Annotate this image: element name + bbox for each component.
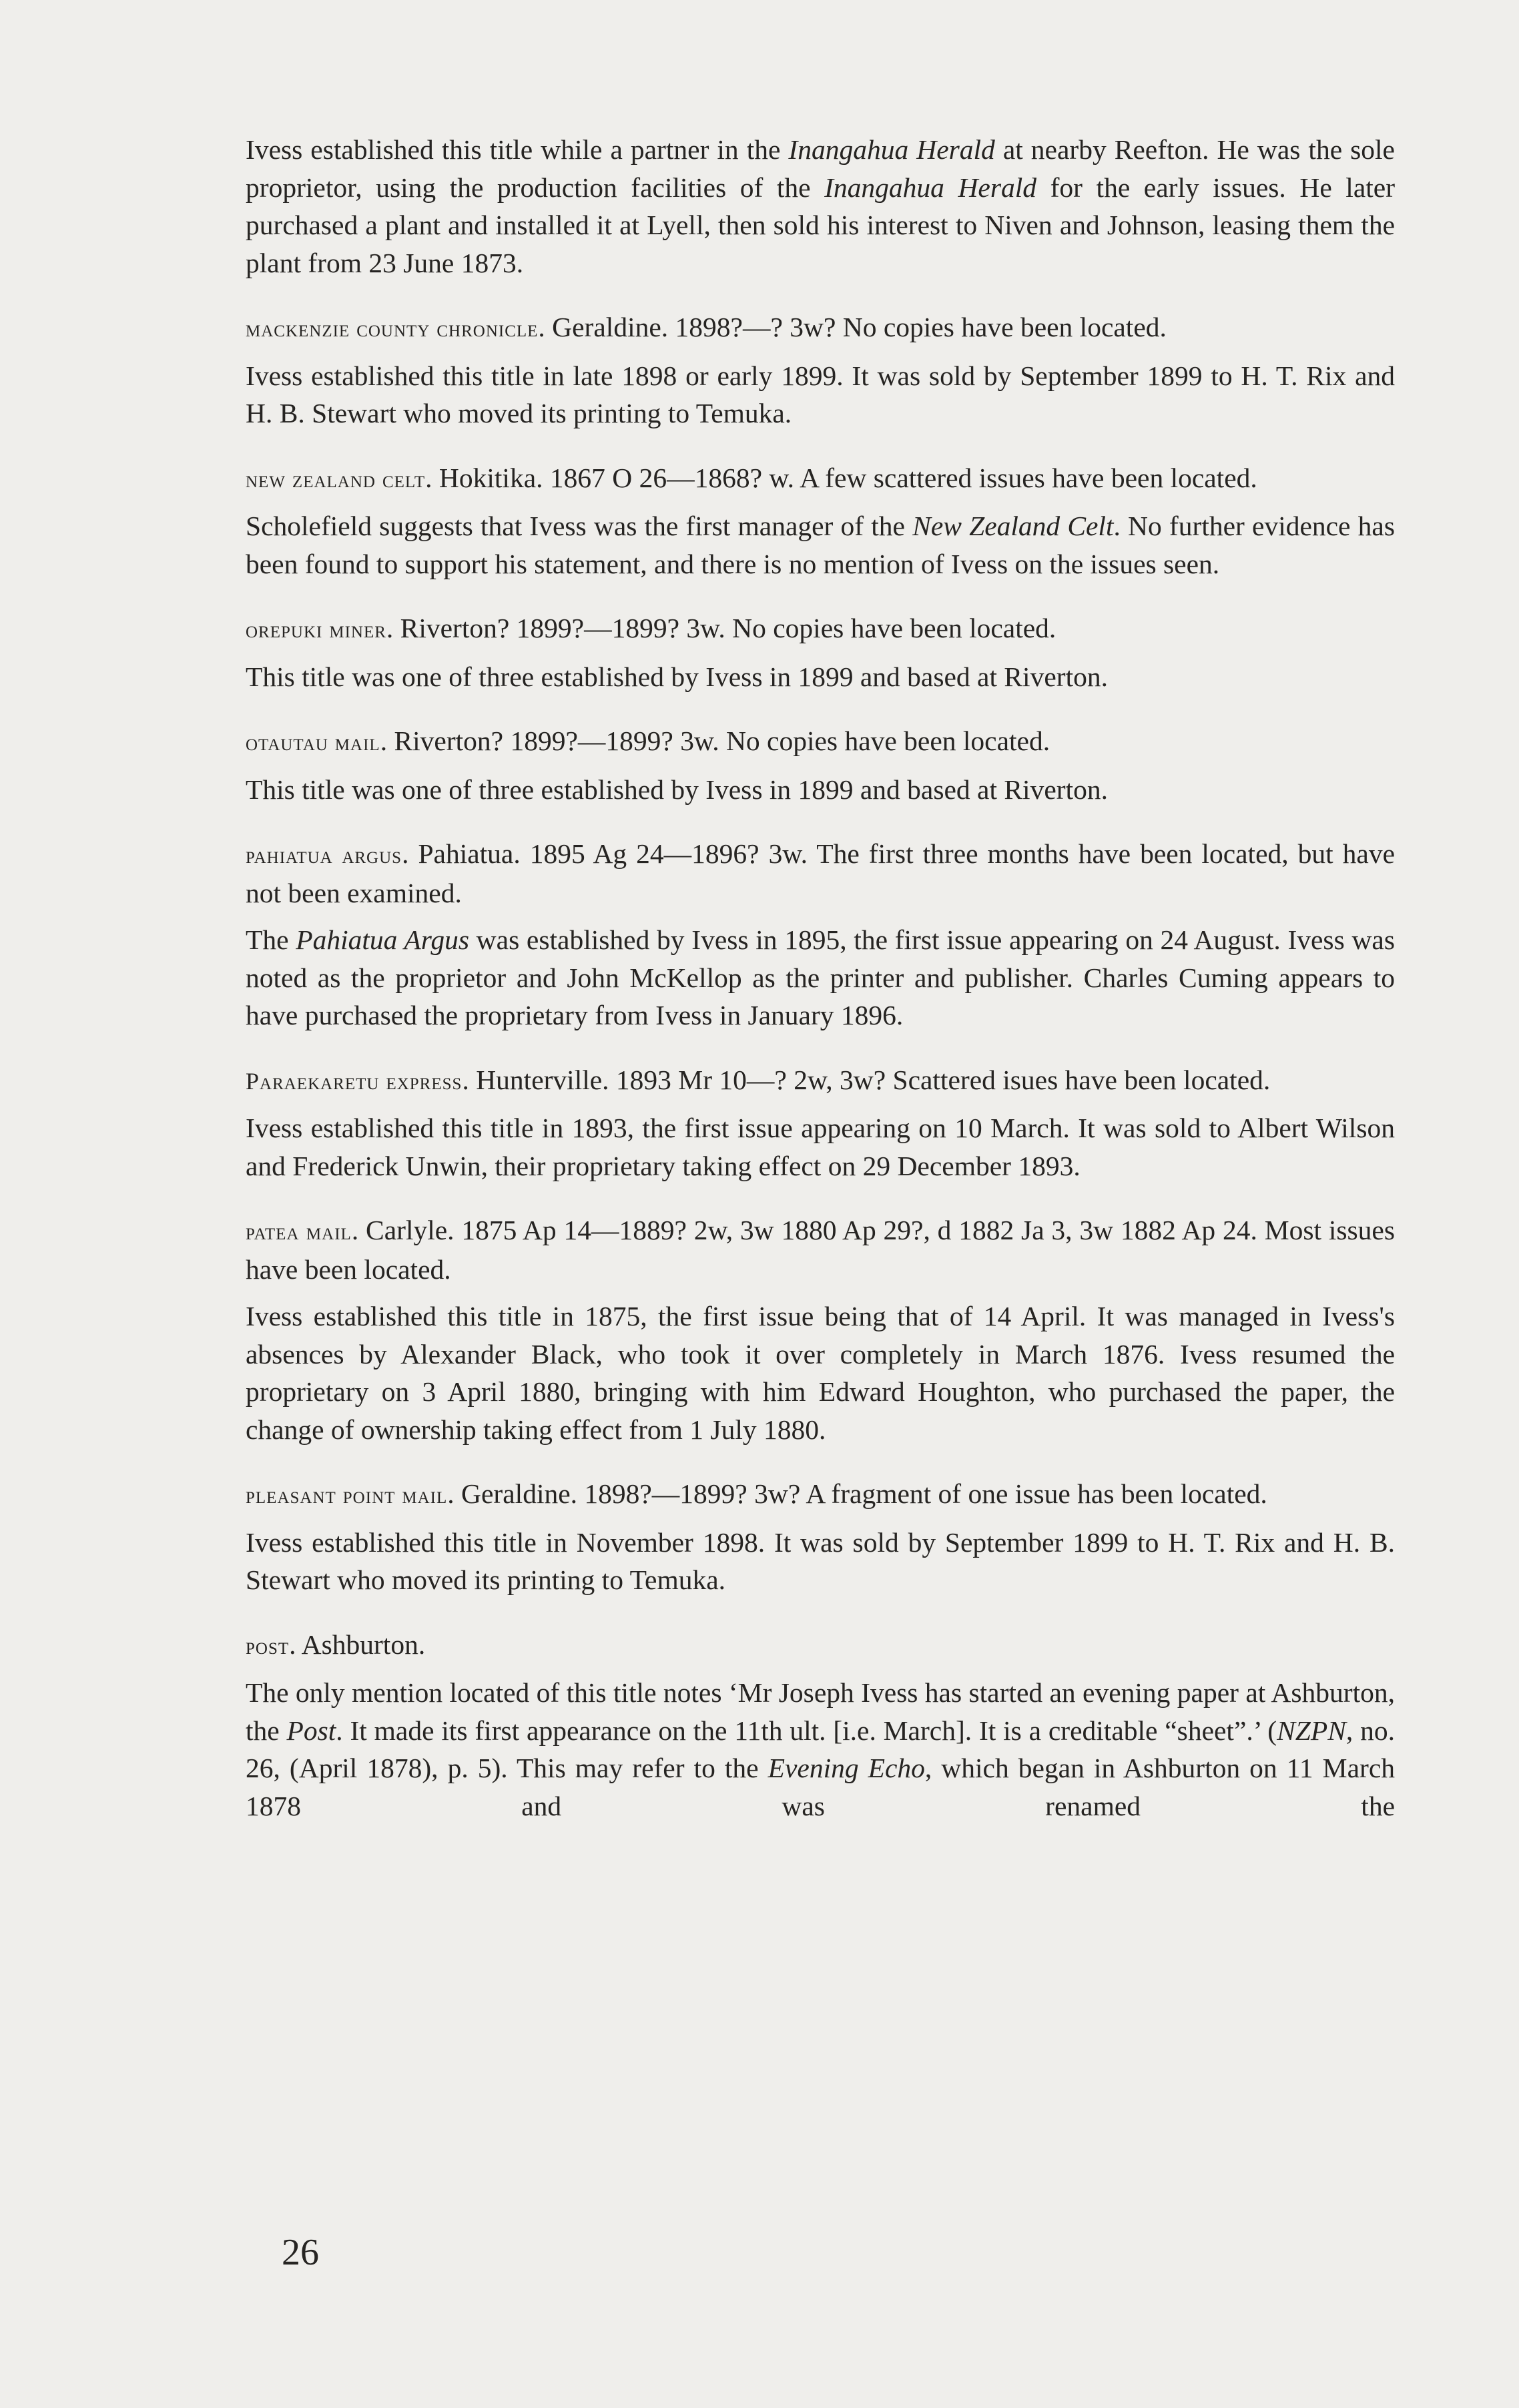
text-run: . Hokitika. 1867 O 26—1868? w. A few scattered issues have been located.	[425, 462, 1257, 493]
text-run: . Riverton? 1899?—1899? 3w. No copies have been located.	[386, 613, 1056, 643]
text-run: The only mention located of this title notes ‘Mr Joseph Ivess has started an evening paper at Ashburton, the	[246, 1677, 1395, 1746]
text-run: Ivess established this title in late 1898 or early 1899. It was sold by September 1899 to H. T. Rix and H. B. Stewart who moved its printing to Temuka.	[246, 360, 1395, 428]
body-paragraph	[246, 771, 1395, 809]
paragraph-spacer	[246, 432, 1395, 459]
entry-heading	[246, 1626, 1395, 1665]
body-paragraph	[246, 1524, 1395, 1599]
paragraph-spacer	[246, 1514, 1395, 1524]
paragraph-spacer	[246, 1448, 1395, 1475]
paragraph-spacer	[246, 583, 1395, 609]
text-run: . It made its first appearance on the 11th ult. [i.e. March]. It is a creditable “sheet”.’ (	[336, 1715, 1277, 1746]
text-run: The	[246, 924, 296, 955]
paragraph-spacer	[246, 282, 1395, 308]
entry-heading	[246, 1475, 1395, 1514]
body-paragraph	[246, 1674, 1395, 1825]
entry-heading	[246, 1061, 1395, 1101]
paragraph-spacer	[246, 649, 1395, 658]
newspaper-title: otautau mail	[246, 729, 380, 756]
italic-title: Evening Echo	[768, 1753, 925, 1783]
text-run: for the early issues. He later purchased a plant and installed it at Lyell, then sold his interest to Niven and Johnson, leasing them the plant from 23 June 1873.	[246, 172, 1396, 278]
body-paragraph	[246, 921, 1395, 1034]
paragraph-spacer	[246, 1185, 1395, 1211]
newspaper-title: pahiatua argus	[246, 842, 402, 868]
paragraph-spacer	[246, 695, 1395, 722]
text-run: at nearby Reefton. He was the sole proprietor, using the production facilities of the	[246, 134, 1395, 203]
text-run: . Geraldine. 1898?—? 3w? No copies have been located.	[538, 312, 1167, 342]
text-run: This title was one of three established by Ivess in 1899 and based at Riverton.	[246, 661, 1108, 692]
entry-heading	[246, 609, 1395, 649]
paragraph-spacer	[246, 762, 1395, 771]
paragraph-spacer	[246, 498, 1395, 507]
paragraph-spacer	[246, 1665, 1395, 1674]
text-run: Ivess established this title in 1875, the first issue being that of 14 April. It was managed in Ivess's absences by Alexander Black, who took it over completely in March 1876. Ivess resumed the proprietary on 3 April 1880, bringing with him Edward Houghton, who purchased the paper, the change of ownership taking effect from 1 July 1880.	[246, 1301, 1395, 1445]
text-run: . Pahiatua. 1895 Ag 24—1896? 3w. The first three months have been located, but have not been examined.	[246, 838, 1395, 908]
body-paragraph	[246, 131, 1395, 282]
entry-heading	[246, 835, 1395, 912]
text-run: , no. 26, (April 1878), p. 5). This may refer to the	[246, 1715, 1395, 1783]
text-run: Ivess established this title in November 1898. It was sold by September 1899 to H. T. Rix and H. B. Stewart who moved its printing to Temuka.	[246, 1526, 1395, 1595]
body-paragraph	[246, 507, 1395, 583]
paragraph-spacer	[246, 348, 1395, 357]
paragraph-spacer	[246, 1034, 1395, 1061]
paragraph-spacer	[246, 1100, 1395, 1109]
italic-title: New Zealand Celt	[912, 511, 1114, 541]
text-run: was established by Ivess in 1895, the first issue appearing on 24 August. Ivess was noted as the proprietor and John McKellop as the printer and publisher. Charles Cuming appears to have purchased the proprietary from Ivess in January 1896.	[246, 924, 1395, 1030]
newspaper-title: pleasant point mail	[246, 1482, 448, 1508]
entry-heading	[246, 459, 1395, 499]
italic-title: NZPN	[1277, 1715, 1346, 1746]
newspaper-title: orepuki miner	[246, 616, 386, 643]
text-run: . Ashburton.	[289, 1628, 426, 1660]
paragraph-spacer	[246, 808, 1395, 835]
page-number: 26	[282, 2232, 319, 2273]
newspaper-title: post	[246, 1632, 290, 1659]
paragraph-spacer	[246, 1288, 1395, 1297]
text-run: . Carlyle. 1875 Ap 14—1889? 2w, 3w 1880 Ap 29?, d 1882 Ja 3, 3w 1882 Ap 24. Most issues have been located.	[246, 1215, 1396, 1285]
italic-title: Pahiatua Argus	[296, 924, 469, 955]
body-paragraph	[246, 1297, 1395, 1448]
newspaper-title: mackenzie county chronicle	[246, 315, 539, 342]
italic-title: Post	[286, 1715, 336, 1746]
text-run: . Hunterville. 1893 Mr 10—? 2w, 3w? Scattered isues have been located.	[462, 1064, 1271, 1095]
text-run: Ivess established this title in 1893, the first issue appearing on 10 March. It was sold to Albert Wilson and Frederick Unwin, their proprietary taking effect on 29 December 1893.	[246, 1113, 1395, 1181]
paragraph-spacer	[246, 1599, 1395, 1626]
newspaper-title: new zealand celt	[246, 465, 426, 493]
newspaper-title: patea mail	[246, 1218, 352, 1245]
body-paragraph	[246, 357, 1395, 432]
text-run: . Riverton? 1899?—1899? 3w. No copies have been located.	[380, 725, 1050, 756]
entry-heading	[246, 308, 1395, 348]
text-run: . No further evidence has been found to support his statement, and there is no mention of Ivess on the issues seen.	[246, 511, 1395, 579]
text-run: This title was one of three established by Ivess in 1899 and based at Riverton.	[246, 774, 1108, 805]
entry-heading	[246, 722, 1395, 762]
text-run: . Geraldine. 1898?—1899? 3w? A fragment of one issue has been located.	[447, 1478, 1267, 1509]
italic-title: Inangahua Herald	[788, 134, 995, 165]
paragraph-spacer	[246, 912, 1395, 921]
italic-title: Inangahua Herald	[824, 172, 1037, 203]
body-paragraph	[246, 1109, 1395, 1185]
text-column	[246, 131, 1395, 1825]
text-run: Scholefield suggests that Ivess was the first manager of the	[246, 511, 913, 541]
newspaper-title: Paraekaretu express	[246, 1067, 463, 1095]
body-paragraph	[246, 658, 1395, 696]
entry-heading	[246, 1211, 1395, 1288]
text-run: , which began in Ashburton on 11 March 1878 and was renamed the	[246, 1753, 1395, 1821]
text-run: Ivess established this title while a partner in the	[246, 134, 789, 165]
